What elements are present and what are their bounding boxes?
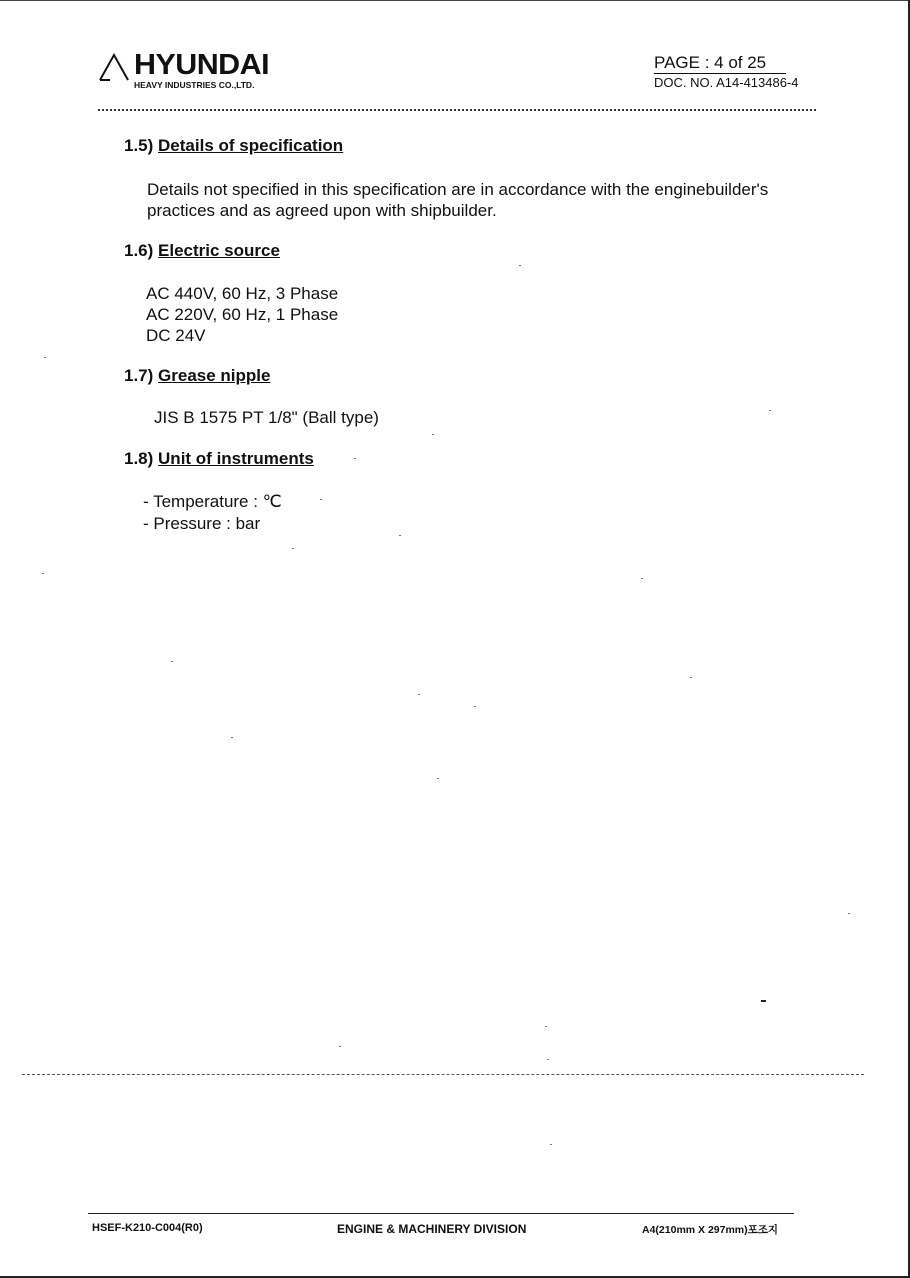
logo-subtitle: HEAVY INDUSTRIES CO.,LTD. bbox=[134, 80, 255, 90]
section-title: Grease nipple bbox=[158, 366, 271, 385]
hyundai-logo bbox=[98, 50, 298, 94]
list-item: AC 220V, 60 Hz, 1 Phase bbox=[146, 305, 339, 324]
document-number: DOC. NO. A14-413486-4 bbox=[654, 75, 799, 90]
paper-size: A4(210mm X 297mm)포조지 bbox=[642, 1224, 779, 1236]
list-item: - Temperature : ℃ bbox=[143, 492, 282, 511]
triangle-logo-icon bbox=[98, 52, 132, 82]
section-heading-unit-of-instruments bbox=[124, 449, 314, 469]
section-title: Unit of instruments bbox=[158, 449, 314, 468]
paragraph-line: practices and as agreed upon with shipbuilder. bbox=[147, 201, 497, 220]
list-item: DC 24V bbox=[146, 326, 206, 345]
list-item: AC 440V, 60 Hz, 3 Phase bbox=[146, 284, 339, 303]
header-divider bbox=[98, 109, 816, 111]
section-title: Details of specification bbox=[158, 136, 344, 155]
section-title: Electric source bbox=[158, 241, 280, 260]
list-item: - Pressure : bar bbox=[143, 514, 261, 533]
section-number: 1.8) bbox=[124, 449, 154, 468]
section-heading-electric-source bbox=[124, 241, 280, 261]
section-number: 1.6) bbox=[124, 241, 154, 260]
logo-wordmark: HYUNDAI bbox=[134, 49, 270, 81]
section-number: 1.5) bbox=[124, 136, 154, 155]
footer-divider bbox=[88, 1213, 794, 1214]
section-heading-grease-nipple bbox=[124, 366, 270, 386]
page-number: PAGE : 4 of 25 bbox=[654, 53, 786, 74]
section-number: 1.7) bbox=[124, 366, 154, 385]
form-number: HSEF-K210-C004(R0) bbox=[92, 1222, 203, 1234]
section-heading-details bbox=[124, 136, 343, 156]
paragraph-line: Details not specified in this specification are in accordance with the enginebuilder's bbox=[147, 180, 769, 199]
scan-divider bbox=[22, 1074, 864, 1075]
division-name: ENGINE & MACHINERY DIVISION bbox=[337, 1222, 527, 1236]
list-item: JIS B 1575 PT 1/8" (Ball type) bbox=[154, 408, 379, 427]
